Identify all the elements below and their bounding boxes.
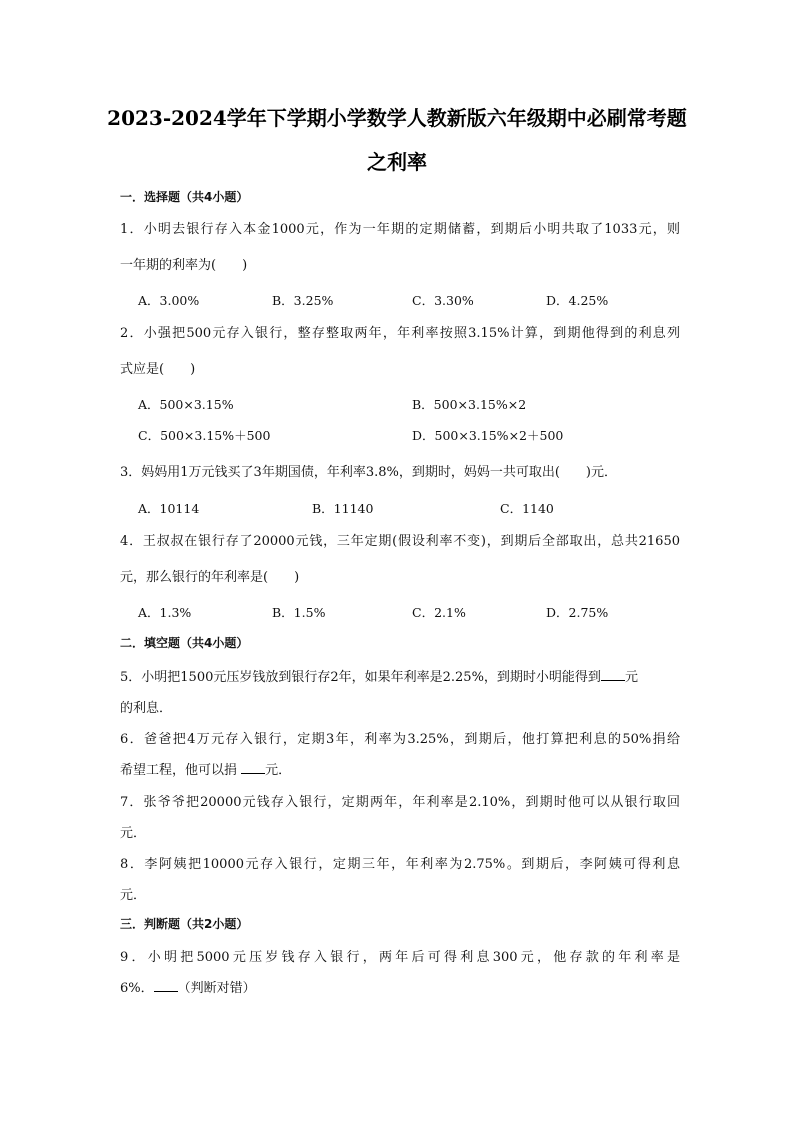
section-heading-choice: 一．选择题（共4小题） bbox=[120, 190, 249, 204]
question-4-line-2: 元，那么银行的年利率是( ) bbox=[120, 570, 300, 585]
question-1-option-d: D．4.25% bbox=[546, 293, 609, 308]
question-1-line-2: 一年期的利率为( ) bbox=[120, 258, 248, 273]
question-2-line-2: 式应是( ) bbox=[120, 362, 196, 377]
question-3-line-1: 3．妈妈用1万元钱买了3年期国债，年利率3.8%，到期时，妈妈一共可取出( )元． bbox=[120, 465, 617, 480]
question-8-line-2: 元． bbox=[120, 888, 147, 903]
question-4-option-c: C．2.1% bbox=[412, 605, 466, 620]
answer-blank[interactable] bbox=[601, 668, 625, 681]
section-heading-fill: 二．填空题（共4小题） bbox=[120, 636, 249, 650]
question-9-text: 6%． bbox=[120, 981, 154, 996]
question-2-option-b: B．500×3.15%×2 bbox=[412, 397, 527, 412]
question-9-hint: （判断对错） bbox=[177, 981, 256, 996]
answer-blank[interactable] bbox=[241, 761, 265, 774]
question-6-line-2 bbox=[120, 759, 680, 778]
question-5-line-1 bbox=[120, 666, 680, 685]
section-heading-judge: 三．判断题（共2小题） bbox=[120, 917, 249, 931]
question-3-option-b: B．11140 bbox=[312, 501, 374, 516]
question-7-line-2: 元． bbox=[120, 826, 147, 841]
question-1-option-b: B．3.25% bbox=[272, 293, 334, 308]
question-3-option-c: C．1140 bbox=[500, 501, 554, 516]
question-1-option-c: C．3.30% bbox=[412, 293, 474, 308]
question-6-line-1: 6．爸爸把4万元存入银行，定期3年，利率为3.25%，到期后，他打算把利息的50%捐给 bbox=[120, 732, 680, 747]
question-9-line-2 bbox=[120, 977, 680, 996]
question-4-option-b: B．1.5% bbox=[272, 605, 326, 620]
question-2-option-d: D．500×3.15%×2＋500 bbox=[412, 428, 564, 443]
question-2-line-1: 2．小强把500元存入银行，整存整取两年，年利率按照3.15%计算，到期他得到的利息列 bbox=[120, 326, 680, 341]
question-1-line-1: 1．小明去银行存入本金1000元，作为一年期的定期储蓄，到期后小明共取了1033元，则 bbox=[120, 222, 680, 237]
question-1-option-a: A．3.00% bbox=[138, 293, 200, 308]
question-5-line-2: 的利息． bbox=[120, 701, 173, 716]
question-4-option-d: D．2.75% bbox=[546, 605, 609, 620]
question-4-option-a: A．1.3% bbox=[138, 605, 192, 620]
question-6-text: 希望工程，他可以捐 bbox=[120, 763, 242, 778]
page-title: 2023-2024学年下学期小学数学人教新版六年级期中必刷常考题 bbox=[107, 106, 687, 130]
question-7-line-1: 7．张爷爷把20000元钱存入银行，定期两年，年利率是2.10%，到期时他可以从银行取回 bbox=[120, 795, 680, 810]
question-2-option-a: A．500×3.15% bbox=[138, 397, 234, 412]
question-9-line-1: 9．小明把5000元压岁钱存入银行，两年后可得利息300元，他存款的年利率是 bbox=[120, 950, 680, 965]
question-5-text: 5．小明把1500元压岁钱放到银行存2年，如果年利率是2.25%，到期时小明能得到 bbox=[120, 670, 601, 685]
question-5-unit: 元 bbox=[624, 670, 638, 685]
answer-blank[interactable] bbox=[154, 979, 178, 992]
page-subtitle: 之利率 bbox=[367, 150, 427, 174]
question-8-line-1: 8．李阿姨把10000元存入银行，定期三年，年利率为2.75%。到期后，李阿姨可得利息 bbox=[120, 857, 680, 872]
question-4-line-1: 4．王叔叔在银行存了20000元钱，三年定期(假设利率不变)，到期后全部取出，总共21650 bbox=[120, 534, 680, 549]
question-6-unit: 元． bbox=[265, 763, 292, 778]
question-3-option-a: A．10114 bbox=[138, 501, 200, 516]
question-2-option-c: C．500×3.15%＋500 bbox=[138, 428, 271, 443]
